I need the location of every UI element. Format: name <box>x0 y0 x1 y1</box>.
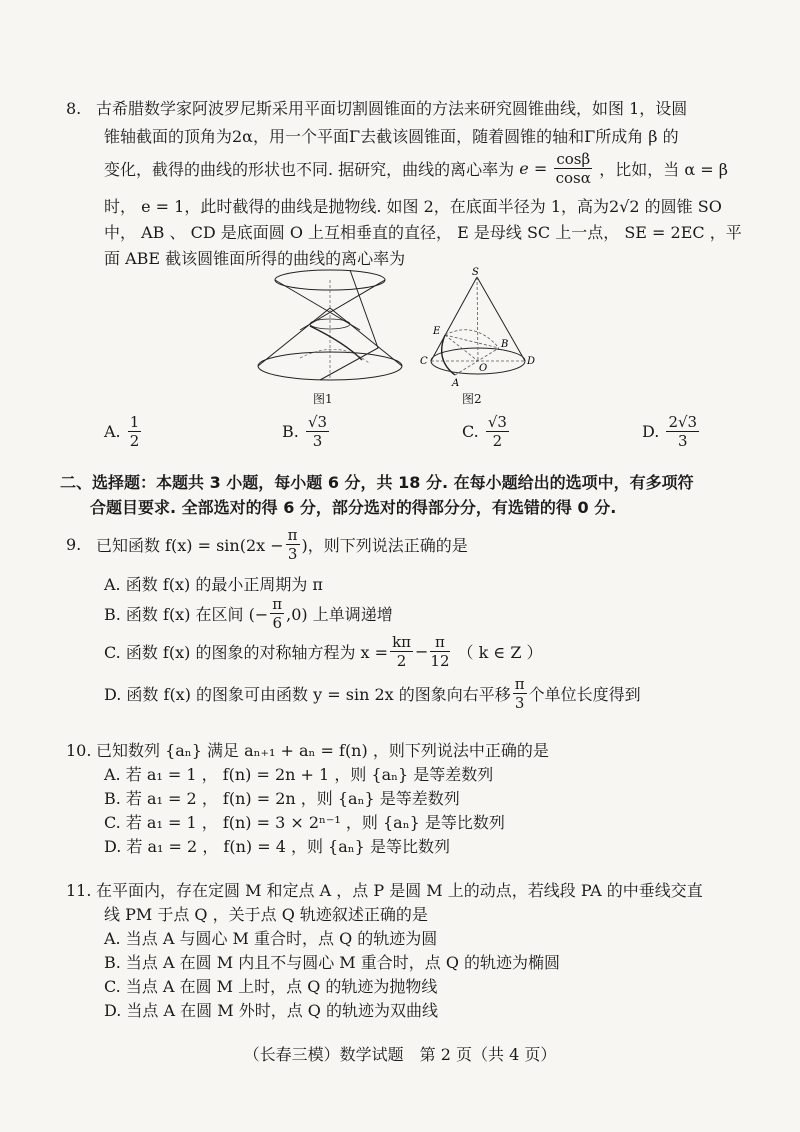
q8-line3-tail: ，比如，当 α = β <box>599 160 728 179</box>
q8-number: 8. <box>66 99 82 118</box>
figure-1-cone-section <box>250 268 420 388</box>
q8-option-b <box>282 413 331 450</box>
q9-option-c-text: C. 函数 f(x) 的图象的对称轴方程为 x = <box>104 643 389 662</box>
q8-option-b-den: 3 <box>312 432 323 450</box>
q10-stem-text: 已知数列 {aₙ} 满足 aₙ₊₁ + aₙ = f(n) ，则下列说法中正确的是 <box>96 741 549 760</box>
q8-option-b-num: √3 <box>307 413 328 431</box>
q10-stem <box>66 738 549 761</box>
page-footer: （长春三模）数学试题 第 2 页（共 4 页） <box>243 1045 557 1064</box>
q9-option-c-tail: （ k ∈ Z ） <box>457 643 543 662</box>
q10-number: 10. <box>66 741 92 760</box>
q9-option-a: A. 函数 f(x) 的最小正周期为 π <box>104 575 323 594</box>
q11-option-d: D. 当点 A 在圆 M 外时，点 Q 的轨迹为双曲线 <box>104 1001 439 1020</box>
q11-option-c: C. 当点 A 在圆 M 上时，点 Q 的轨迹为抛物线 <box>104 977 438 996</box>
q9-option-c-fraction2 <box>430 633 449 670</box>
q8-line6: 面 ABE 截该圆锥面所得的曲线的离心率为 <box>104 249 406 268</box>
q8-option-c-num: √3 <box>487 413 507 431</box>
q9-option-d-tail: 个单位长度得到 <box>528 685 641 704</box>
q8-option-d-label: D. <box>642 422 660 441</box>
q8-e-numerator: cosβ <box>556 150 591 168</box>
fig2-label-O: O <box>479 363 488 374</box>
fig2-label-C: C <box>420 356 428 367</box>
section-2-line2: 合题目要求. 全部选对的得 6 分，部分选对的得部分分，有选错的得 0 分. <box>90 498 617 517</box>
q8-option-a-num: 1 <box>129 413 140 431</box>
q9-stem <box>66 526 468 563</box>
q9-option-c-num2: π <box>430 633 449 652</box>
q8-line4: 时， e = 1，此时截得的曲线是抛物线. 如图 2，在底面半径为 1，高为2√2 的圆锥 SO <box>104 197 722 216</box>
q9-option-b <box>104 595 393 632</box>
q11-option-b: B. 当点 A 在圆 M 内且不与圆心 M 重合时，点 Q 的轨迹为椭圆 <box>104 953 561 972</box>
q9-stem-text: 已知函数 f(x) = sin(2x − <box>96 536 284 555</box>
q9-option-b-den: 6 <box>272 614 282 632</box>
q11-line1 <box>66 878 703 901</box>
q8-line2: 锥轴截面的顶角为2α，用一个平面Γ去截该圆锥面，随着圆锥的轴和Γ所成角 β 的 <box>104 127 679 146</box>
fig2-label-A: A <box>452 378 460 389</box>
q8-option-a-den: 2 <box>129 432 140 450</box>
q9-option-d <box>104 675 641 712</box>
q9-option-c-fraction1 <box>390 633 413 670</box>
q9-option-c-num1: kπ <box>392 633 412 651</box>
q9-option-d-fraction <box>513 675 527 712</box>
q8-line3 <box>104 150 728 187</box>
q9-option-b-fraction <box>270 595 284 632</box>
q9-stem-den: 3 <box>287 545 298 563</box>
q8-option-c-value <box>486 413 509 450</box>
q10-option-c: C. 若 a₁ = 1 ， f(n) = 3 × 2ⁿ⁻¹ ，则 {aₙ} 是等比数列 <box>104 813 505 832</box>
q8-option-b-value <box>306 413 329 450</box>
q8-line1-text: 古希腊数学家阿波罗尼斯采用平面切割圆锥面的方法来研究圆锥曲线，如图 1，设圆 <box>96 99 688 118</box>
q9-option-c-den1: 2 <box>396 652 407 670</box>
q8-option-d-num: 2√3 <box>668 413 698 431</box>
q11-option-a: A. 当点 A 与圆心 M 重合时，点 Q 的轨迹为圆 <box>104 929 438 948</box>
q8-e-symbol: e = <box>519 159 548 178</box>
q8-option-c-den: 2 <box>492 432 503 450</box>
q9-number: 9. <box>66 535 82 554</box>
figure-2-cone-SO <box>415 265 555 390</box>
q9-option-c <box>104 633 543 670</box>
q8-line5: 中， AB 、 CD 是底面圆 O 上互相垂直的直径， E 是母线 SC 上一点， SE = 2EC ，平 <box>104 223 742 242</box>
q10-option-a: A. 若 a₁ = 1 ， f(n) = 2n + 1 ，则 {aₙ} 是等差数列 <box>104 765 494 784</box>
fig2-label-E: E <box>433 326 441 337</box>
q8-option-d-den: 3 <box>677 432 688 450</box>
q9-option-c-minus: − <box>415 642 429 661</box>
q8-option-c <box>462 413 511 450</box>
q8-eccentricity-fraction <box>554 150 592 187</box>
q9-option-d-den: 3 <box>514 694 525 712</box>
fig2-label-D: D <box>527 356 536 367</box>
q9-option-d-num: π <box>514 675 525 693</box>
figure-2-caption: 图2 <box>462 392 482 406</box>
q9-option-b-num: π <box>272 595 283 613</box>
q10-option-d: D. 若 a₁ = 2 ， f(n) = 4 ，则 {aₙ} 是等比数列 <box>104 837 450 856</box>
q8-option-a-label: A. <box>104 422 121 441</box>
fig2-label-S: S <box>472 267 479 278</box>
q8-option-d-value <box>666 413 699 450</box>
fig2-label-B: B <box>501 339 509 350</box>
q11-number: 11. <box>66 881 92 900</box>
q11-line1-text: 在平面内，存在定圆 M 和定点 A ，点 P 是圆 M 上的动点，若线段 PA 的中垂线交直 <box>96 881 703 900</box>
q11-line2: 线 PM 于点 Q ，关于点 Q 轨迹叙述正确的是 <box>104 905 428 924</box>
q10-option-b: B. 若 a₁ = 2 ， f(n) = 2n ，则 {aₙ} 是等差数列 <box>104 789 460 808</box>
figure-1-caption: 图1 <box>313 392 333 406</box>
section-2-line1: 二、选择题：本题共 3 小题，每小题 6 分，共 18 分. 在每小题给出的选项中，有多项符 <box>60 473 694 492</box>
q8-option-a <box>104 413 143 450</box>
q8-e-denominator: cosα <box>555 169 591 187</box>
q9-option-b-text: B. 函数 f(x) 在区间 (− <box>104 605 269 624</box>
q9-stem-tail: )，则下列说法正确的是 <box>301 536 468 555</box>
q9-stem-fraction <box>286 526 300 563</box>
q9-stem-num: π <box>287 526 298 544</box>
section-2-instructions <box>60 470 750 520</box>
q8-line1 <box>66 96 687 119</box>
q8-line3-text: 变化，截得的曲线的形状也不同. 据研究，曲线的离心率为 <box>104 160 515 179</box>
q9-option-d-text: D. 函数 f(x) 的图象可由函数 y = sin 2x 的图象向右平移 <box>104 685 511 704</box>
q9-option-b-tail: ,0) 上单调递增 <box>286 605 393 624</box>
q8-option-d <box>642 413 701 450</box>
q8-option-b-label: B. <box>282 422 299 441</box>
q9-option-c-den2: 12 <box>430 652 450 670</box>
q8-option-c-label: C. <box>462 422 479 441</box>
q8-option-a-value <box>128 413 142 450</box>
